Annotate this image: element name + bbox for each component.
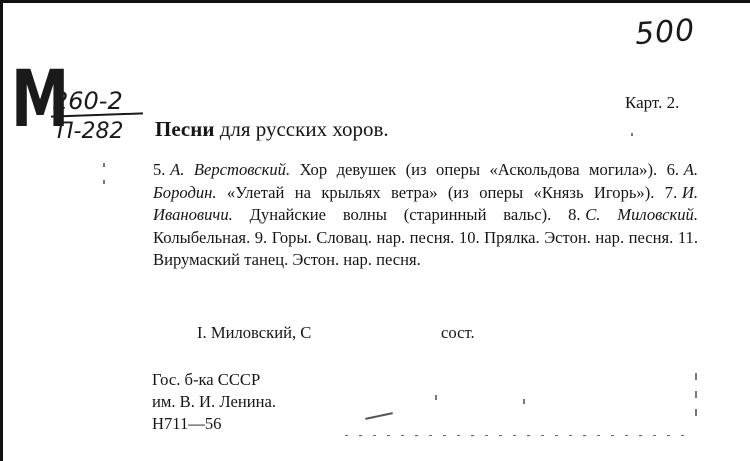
handwritten-number: 500: [633, 12, 697, 53]
card-number: Н711—56: [152, 414, 222, 433]
library-name-line2: им. В. И. Ленина.: [152, 392, 276, 411]
card-title: [155, 117, 389, 142]
scan-speck: [695, 409, 697, 416]
scan-speck: [631, 133, 633, 136]
scan-mark: [365, 412, 393, 420]
author-role: сост.: [441, 323, 475, 342]
contents-list: [153, 159, 698, 272]
author-entry: I. Миловский, С: [197, 323, 312, 342]
content-item: 7. И. Ивановичи. Дунайские волны (старинный вальс).: [153, 182, 698, 224]
scan-speck: [695, 391, 697, 398]
scan-speck: [435, 395, 437, 400]
content-item: 10. Прялка. Эстон. нар. песня.: [458, 227, 674, 247]
title-bold: Песни: [155, 117, 215, 141]
card-label: Карт. 2.: [625, 93, 680, 112]
scan-mark: [345, 435, 695, 436]
shelf-code-bottom: П-282: [57, 119, 124, 144]
library-name: Гос. б-ка СССР: [152, 370, 261, 389]
shelf-code: [11, 55, 151, 163]
scan-speck: [523, 399, 525, 404]
content-item: 9. Горы. Словац. нар. песня.: [254, 227, 455, 247]
scan-speck: [103, 180, 105, 184]
shelf-code-letter: M: [11, 55, 70, 145]
scan-speck: [103, 163, 105, 167]
scan-speck: [695, 373, 697, 380]
content-item: 11. Вирумаский танец. Эстон. нар. песня.: [153, 227, 698, 269]
title-rest: для русских хоров.: [219, 117, 389, 141]
content-item: 5. А. Верстовский. Хор девушек (из оперы «Аскольдова могила»).: [153, 160, 658, 179]
content-item: 6. А. Бородин. «Улетай на крыльях ветра» (из оперы «Князь Игорь»).: [153, 160, 699, 202]
content-item: 8. С. Миловский. Колыбельная.: [153, 205, 698, 247]
shelf-code-top: 260-2: [53, 87, 123, 115]
